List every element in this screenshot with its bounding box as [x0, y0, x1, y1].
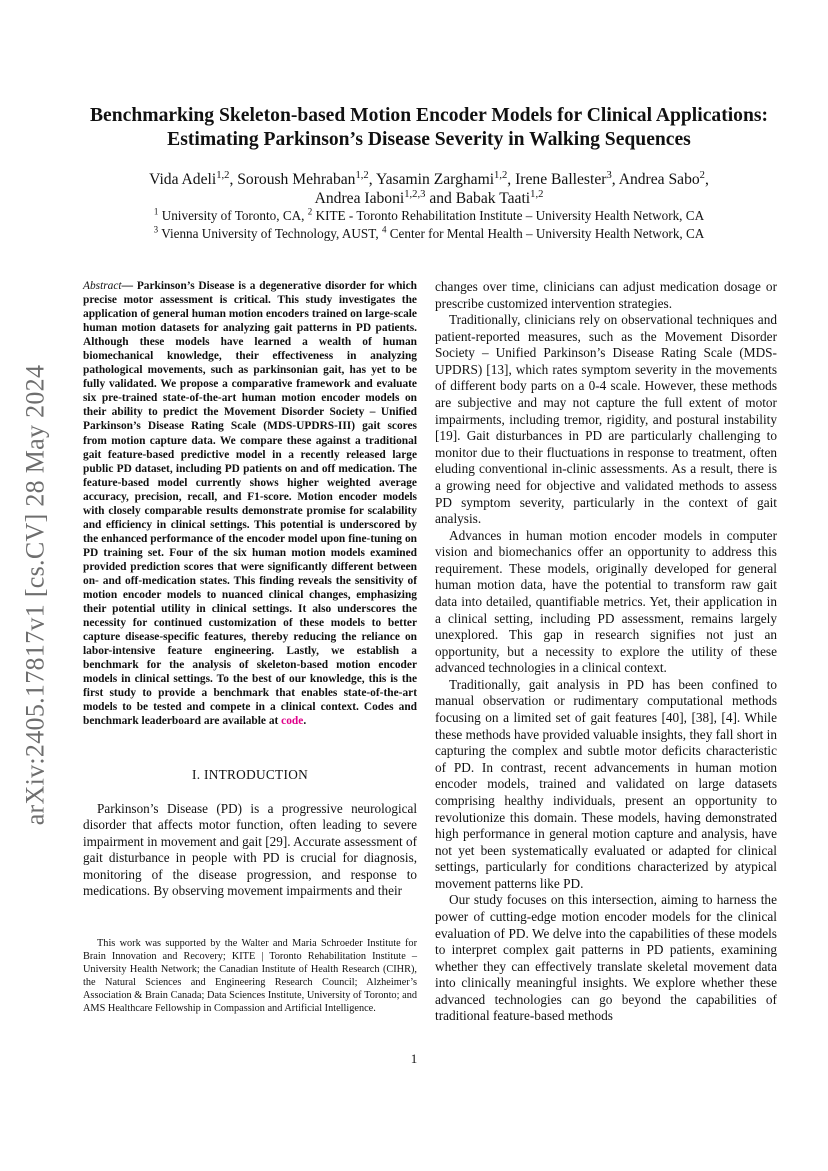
body-paragraph: Traditionally, gait analysis in PD has been confined to manual observation or rudimentary computational methods focusing on a limited set of gait features [40], [38], [4]. While these methods have provided valuable insights, they fall short in capturing the complex and subtle motor deficits characteristic of PD. In contrast, recent advancements in human motion encoder models, trained and validated on large datasets comprising healthy individuals, present an opportunity to revolutionize this domain. These models, having demonstrated high performance in general motion capture and analysis, have not yet been systematically evaluated or adapted for clinical settings, particularly for conditions characterized by atypical movement patterns like PD.	[435, 676, 777, 891]
affiliation-line: $^1$ University of Toronto, CA, $^2$ KITE - Toronto Rehabilitation Institute – University Health Network, CA	[153, 206, 705, 223]
arxiv-identifier	[12, 345, 58, 845]
author: Andrea Sabo$^2$	[618, 169, 705, 188]
intro-paragraph: Parkinson’s Disease (PD) is a progressive neurological disorder that affects motor function, often leading to severe impairment in movement and gait [29]. Accurate assessment of gait disturbance in people with PD is crucial for diagnosis, monitoring of the disease progression, and response to medications. By observing movement impairments and their	[83, 800, 417, 899]
code-link[interactable]: code	[281, 715, 304, 728]
author: Babak Taati$^{1,2}$	[455, 188, 544, 207]
author: Yasamin Zarghami$^{1,2}$	[375, 169, 508, 188]
paper-title	[70, 104, 788, 152]
left-column	[83, 279, 417, 900]
page-number: 1	[410, 1051, 418, 1066]
paper-title-line-1: Benchmarking Skeleton-based Motion Encoder Models for Clinical Applications:	[89, 105, 769, 126]
body-paragraph: Advances in human motion encoder models in computer vision and biomechanics offer an opportunity to address this requirement. These models, originally developed for general human motion data, have the potential to transform raw gait data into detailed, quantifiable metrics. Yet, their application in a clinical setting, including PD assessment, remains largely unexplored. This gap in research signifies not just an opportunity, but a necessity to explore the utility of these advanced technologies in a clinical context.	[435, 527, 777, 676]
body-paragraph: changes over time, clinicians can adjust medication dosage or prescribe customized intervention strategies.	[435, 279, 777, 311]
funding-footnote: This work was supported by the Walter and Maria Schroeder Institute for Brain Innovation and Recovery; KITE | Toronto Rehabilitation Institute – University Health Network; the Canadian Institute of Health Research (CIHR), the Natural Sciences and Engineering Research Council; Alzheimer’s Association & Brain Canada; Data Sciences Institute, University of Toronto; and AMS Healthcare Fellowship in Compassion and Artificial Intelligence.	[83, 938, 417, 1014]
author: Soroush Mehraban$^{1,2}$	[237, 169, 369, 188]
author-list: Vida Adeli$^{1,2}$, Soroush Mehraban$^{1,2}$, Yasamin Zarghami$^{1,2}$, Irene Ballester$^3$, Andrea Sabo$^2$, Andrea Iaboni$^{1,2,3}$ and Babak Taati$^{1,2}$	[149, 169, 709, 207]
affiliations	[70, 207, 788, 243]
abstract-label: Abstract	[83, 280, 122, 292]
body-paragraph: Our study focuses on this intersection, aiming to harness the power of cutting-edge motion encoder models for the clinical evaluation of PD. We delve into the capabilities of these models to interpret complex gait patterns in PD patients, examining whether they can effectively translate skeletal movement data into clinically meaningful insights. We explore whether these advanced technologies can go beyond the capabilities of traditional feature-based methods	[435, 892, 777, 1024]
body-paragraph: Traditionally, clinicians rely on observational techniques and patient-reported measures, such as the Movement Disorder Society – Unified Parkinson’s Disease Rating Scale (MDS-UPDRS) [13], which rates symptom severity in the movements of different body parts on a 0-4 scale. However, these methods are subjective and may not capture the full extent of motor impairments, including tremor, rigidity, and postural instability [19]. Gait disturbances in PD are particularly challenging to monitor due to their fluctuations in response to treatment, often eluding conventional in-clinic assessments. As a result, there is a growing need for objective and validated methods to assess PD symptom severity, particularly in the context of gait analysis.	[435, 312, 777, 527]
author: Irene Ballester$^3$	[515, 169, 612, 188]
affiliation-line: $^3$ Vienna University of Technology, AUST, $^4$ Center for Mental Health – University Health Network, CA	[153, 224, 705, 241]
abstract: Abstract— Parkinson’s Disease is a degenerative disorder for which precise motor assessment is critical. This study investigates the application of general human motion encoders trained on large-scale human motion datasets for analyzing gait patterns in PD patients. Although these models have learned a wealth of human biomechanical knowledge, their effectiveness in analyzing pathological movements, such as parkinsonian gait, has yet to be fully validated. We propose a comparative framework and evaluate six pre-trained state-of-the-art human motion encoder models on their ability to predict the Movement Disorder Society – Unified Parkinson’s Disease Rating Scale (MDS-UPDRS-III) gait scores from motion capture data. We compare these against a traditional gait feature-based predictive model in a recently released large public PD dataset, including PD patients on and off medication. The feature-based model currently shows higher weighted average accuracy, precision, recall, and F1-score. Motion encoder models with closely comparable results demonstrate promise for scalability and efficiency in clinical settings. This potential is underscored by the enhanced performance of the encoder model upon fine-tuning on PD training set. Four of the six human motion models examined provided prediction scores that were significantly different between on- and off-medication states. This finding reveals the sensitivity of motion encoder models to nuanced clinical changes, emphasizing their potential utility in clinical settings. It also underscores the necessity for continued customization of these models to better capture disease-specific features, thereby reducing the reliance on labor-intensive feature engineering. Lastly, we establish a benchmark for the analysis of skeleton-based motion encoder models in clinical settings. To the best of our knowledge, this is the first study to provide a benchmark that enables state-of-the-art models to be tested and compete in a clinical context. Codes and benchmark leaderboard are available at code.	[83, 280, 417, 728]
author: Vida Adeli$^{1,2}$	[149, 169, 230, 188]
right-column	[435, 279, 777, 1025]
paper-title-line-2: Estimating Parkinson’s Disease Severity in Walking Sequences	[167, 129, 691, 150]
arxiv-identifier-text: arXiv:2405.17817v1 [cs.CV] 28 May 2024	[20, 364, 50, 826]
section-heading-introduction: I. INTRODUCTION	[191, 766, 309, 782]
author: Andrea Iaboni$^{1,2,3}$	[314, 188, 426, 207]
abstract-text: Parkinson’s Disease is a degenerative disorder for which precise motor assessment is critical. This study investigates the application of general human motion encoders trained on large-scale human motion datasets for analyzing gait patterns in PD patients. Although these models have learned a wealth of human biomechanical knowledge, their effectiveness in analyzing pathological movements, such as parkinsonian gait, has yet to be fully validated. We propose a comparative framework and evaluate six pre-trained state-of-the-art human motion encoder models on their ability to predict the Movement Disorder Society – Unified Parkinson’s Disease Rating Scale (MDS-UPDRS-III) gait scores from motion capture data. We compare these against a traditional gait feature-based predictive model in a recently released large public PD dataset, including PD patients on and off medication. The feature-based model currently shows higher weighted average accuracy, precision, recall, and F1-score. Motion encoder models with closely comparable results demonstrate promise for scalability and efficiency in clinical settings. This potential is underscored by the enhanced performance of the encoder model upon fine-tuning on PD training set. Four of the six human motion models examined provided prediction scores that were significantly different between on- and off-medication states. This finding reveals the sensitivity of motion encoder models to nuanced clinical changes, emphasizing their potential utility in clinical settings. It also underscores the necessity for continued customization of these models to better capture disease-specific features, thereby reducing the reliance on labor-intensive feature engineering. Lastly, we establish a benchmark for the analysis of skeleton-based motion encoder models in clinical settings. To the best of our knowledge, this is the first study to provide a benchmark that enables state-of-the-art models to be tested and compete in a clinical context. Codes and benchmark leaderboard are available at	[83, 280, 417, 728]
